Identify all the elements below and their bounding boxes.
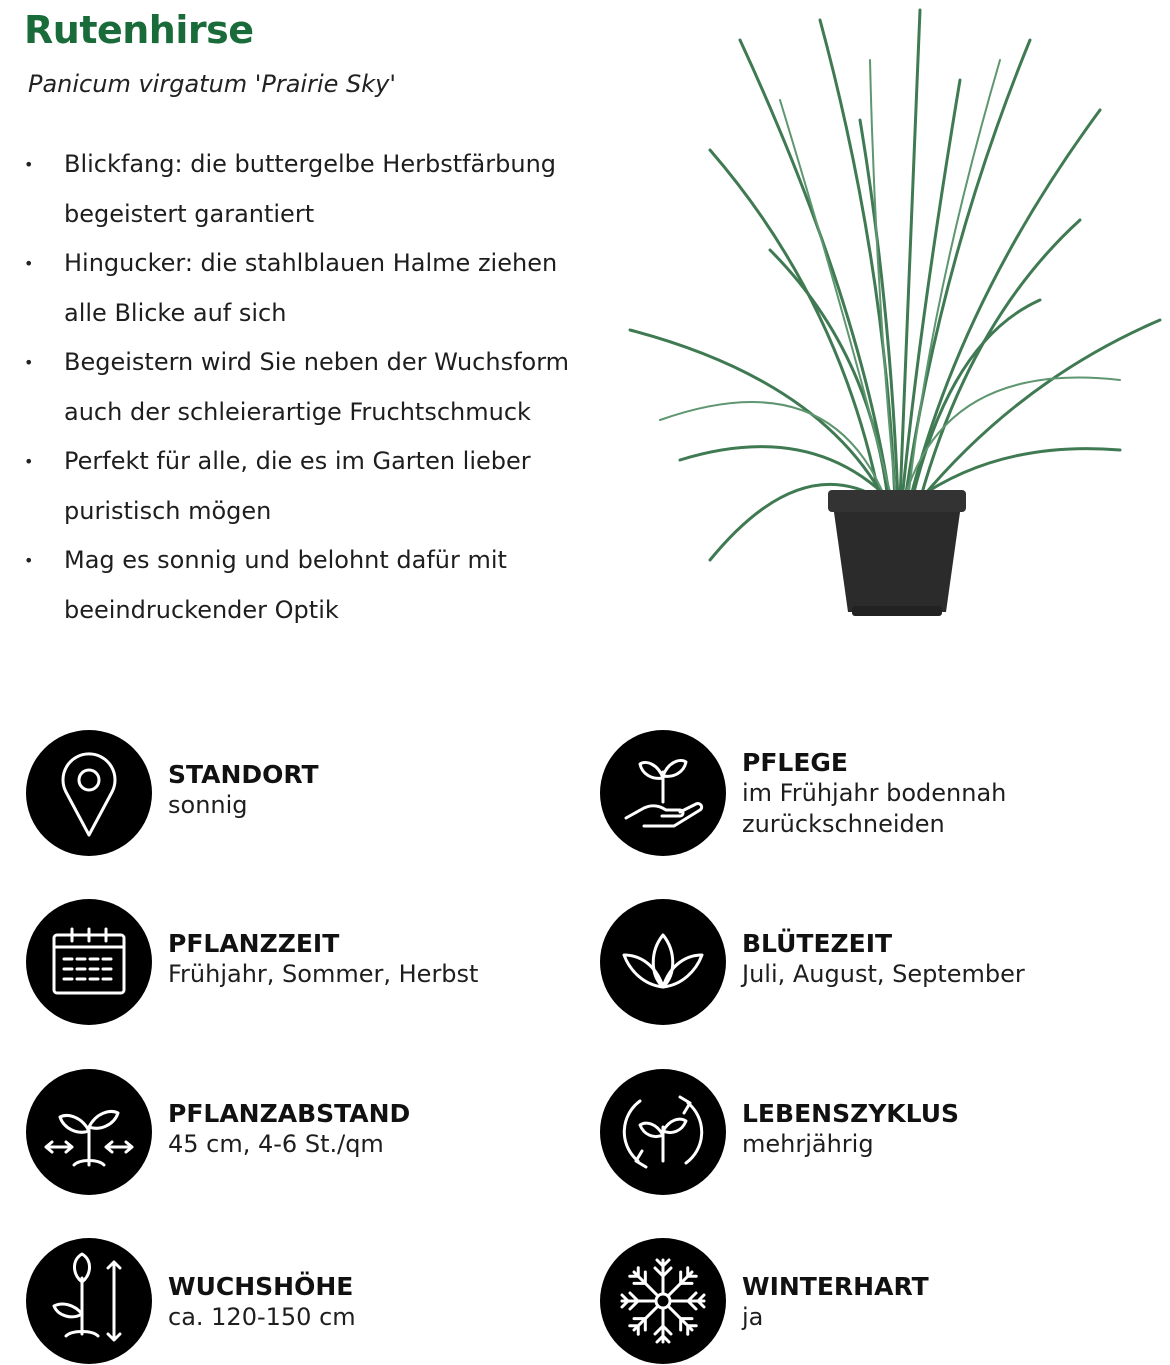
- product-title: Rutenhirse: [24, 8, 254, 52]
- feature-wuchshoehe: [26, 1238, 566, 1364]
- botanical-name: Panicum virgatum 'Prairie Sky': [28, 70, 396, 98]
- list-item: • Begeistern wird Sie neben der Wuchsform auch der schleierartige Fruchtschmuck: [22, 338, 579, 437]
- feature-pflanzabstand: [26, 1069, 566, 1195]
- feature-value: Frühjahr, Sommer, Herbst: [168, 960, 479, 988]
- list-item: • Perfekt für alle, die es im Garten lieber puristisch mögen: [22, 437, 534, 536]
- feature-value: sonnig: [168, 791, 248, 819]
- plant-spacing-icon: [26, 1069, 152, 1195]
- snowflake-icon: [600, 1238, 726, 1364]
- feature-list: [22, 140, 602, 635]
- feature-value: ja: [742, 1303, 764, 1331]
- feature-value: ca. 120-150 cm: [168, 1303, 356, 1331]
- feature-label: PFLEGE: [742, 748, 849, 777]
- seedling-hand-icon: [600, 730, 726, 856]
- lotus-flower-icon: [600, 899, 726, 1025]
- feature-label: LEBENSZYKLUS: [742, 1099, 960, 1128]
- life-cycle-icon: [600, 1069, 726, 1195]
- growth-height-icon: [26, 1238, 152, 1364]
- list-item: • Blickfang: die buttergelbe Herbstfärbung begeistert garantiert: [22, 140, 564, 239]
- feature-label: WUCHSHÖHE: [168, 1272, 354, 1301]
- feature-label: STANDORT: [168, 760, 319, 789]
- feature-value: 45 cm, 4-6 St./qm: [168, 1130, 384, 1158]
- feature-value: mehrjährig: [742, 1130, 874, 1158]
- feature-bluetezeit: [600, 899, 1160, 1025]
- feature-label: PFLANZABSTAND: [168, 1099, 411, 1128]
- list-item: • Hingucker: die stahlblauen Halme ziehen alle Blicke auf sich: [22, 239, 564, 338]
- feature-label: BLÜTEZEIT: [742, 929, 893, 958]
- feature-value: Juli, August, September: [742, 960, 1025, 988]
- feature-label: WINTERHART: [742, 1272, 929, 1301]
- feature-lebenszyklus: [600, 1069, 1160, 1195]
- feature-pflanzzeit: [26, 899, 566, 1025]
- feature-value: im Frühjahr bodennah zurückschneiden: [742, 779, 1007, 838]
- location-pin-icon: [26, 730, 152, 856]
- list-item: • Mag es sonnig und belohnt dafür mit beeindruckender Optik: [22, 536, 534, 635]
- feature-winterhart: [600, 1238, 1160, 1364]
- feature-pflege: [600, 730, 1160, 856]
- feature-standort: [26, 730, 566, 856]
- calendar-icon: [26, 899, 152, 1025]
- feature-label: PFLANZZEIT: [168, 929, 340, 958]
- plant-image: [620, 0, 1165, 630]
